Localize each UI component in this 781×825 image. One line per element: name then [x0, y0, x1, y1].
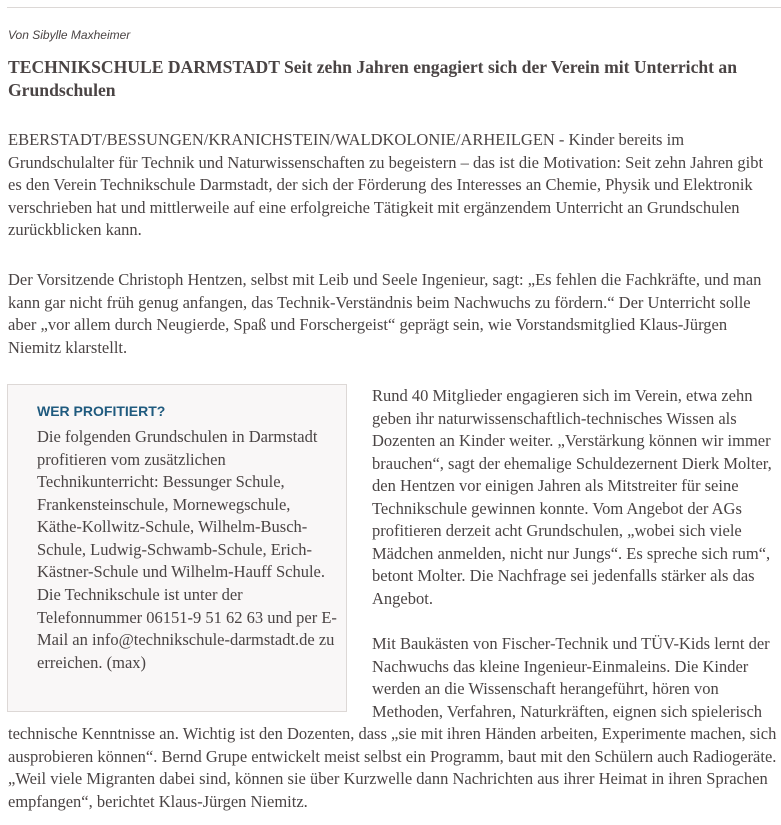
top-divider — [7, 7, 781, 8]
article-paragraph-3: Rund 40 Mitglieder engagieren sich im Verein, etwa zehn geben ihr naturwissenschaftlich-technisches Wissen als Dozenten an Kinder weiter. „Verstärkung können wir immer brauchen“, sagt der ehemalige Schuldezernent Dierk Molter, den Hentzen vor einigen Jahren als Mitstreiter für seine Technikschule gewinnen konnte. Vom Angebot der AGs profitieren derzeit acht Grundschulen, „wobei sich viele Mädchen anmelden, nicht nur Jungs“. Es spreche sich rum“, betont Molter. Die Nachfrage sei jedenfalls stärker als das Angebot. — [372, 386, 772, 608]
info-box-title: WER PROFITIERT? — [37, 403, 166, 419]
article-byline: Von Sibylle Maxheimer — [8, 28, 131, 42]
info-box — [7, 384, 347, 712]
article-paragraph-1: EBERSTADT/BESSUNGEN/KRANICHSTEIN/WALDKOLONIE/ARHEILGEN - Kinder bereits im Grundschulalter für Technik und Naturwissenschaften zu begeistern – das ist die Motivation: Seit zehn Jahren gibt es den Verein Technikschule Darmstadt, der sich der Förderung des Interesses an Chemie, Physik und Elektronik verschrieben hat und mittlerweile auf eine erfolgreiche Tätigkeit mit ergänzendem Unterricht an Grundschulen zurückblicken kann. — [8, 130, 764, 239]
info-box-body: Die folgenden Grundschulen in Darmstadt profitieren vom zusätzlichen Technikunterricht: Bessunger Schule, Frankensteinschule, Mornewegschule, Käthe-Kollwitz-Schule, Wilhelm-Busch-Schule, Ludwig-Schwamb-Schule, Erich-Kästner-Schule und Wilhelm-Hauff Schule. — [37, 427, 325, 581]
article-paragraph-2: Der Vorsitzende Christoph Hentzen, selbst mit Leib und Seele Ingenieur, sagt: „Es fehlen die Fachkräfte, und man kann gar nicht früh genug anfangen, das Technik-Verständnis beim Nachwuchs zu fördern.“ Der Unterricht solle aber „vor allem durch Neugierde, Spaß und Forschergeist“ geprägt sein, wie Vorstandsmitglied Klaus-Jürgen Niemitz klarstellt. — [8, 270, 762, 357]
article-headline: TECHNIKSCHULE DARMSTADT Seit zehn Jahren engagiert sich der Verein mit Unterricht an Grundschulen — [8, 57, 738, 100]
info-box-contact: Die Technikschule ist unter der Telefonnummer 06151-9 51 62 63 und per E-Mail an info@technikschule-darmstadt.de zu erreichen. (max) — [37, 585, 337, 672]
article-paragraph-4: Mit Baukästen von Fischer-Technik und TÜV-Kids lernt der Nachwuchs das kleine Ingenieur-Einmaleins. Die Kinder werden an die Wissenschaft herangeführt, hören von Methoden, Verfahren, Naturkräften, eignen sich spielerisch technische Kenntnisse an. Wichtig ist den Dozenten, dass „sie mit ihren Händen arbeiten, Experimente machen, sich ausprobieren können“. Bernd Grupe entwickelt meist selbst ein Programm, baut mit den Schülern auch Radiogeräte. „Weil viele Migranten dabei sind, können sie über Kurzwelle dann Nachrichten aus ihrer Heimat in ihren Sprachen empfangen“, berichtet Klaus-Jürgen Niemitz. — [8, 634, 777, 811]
